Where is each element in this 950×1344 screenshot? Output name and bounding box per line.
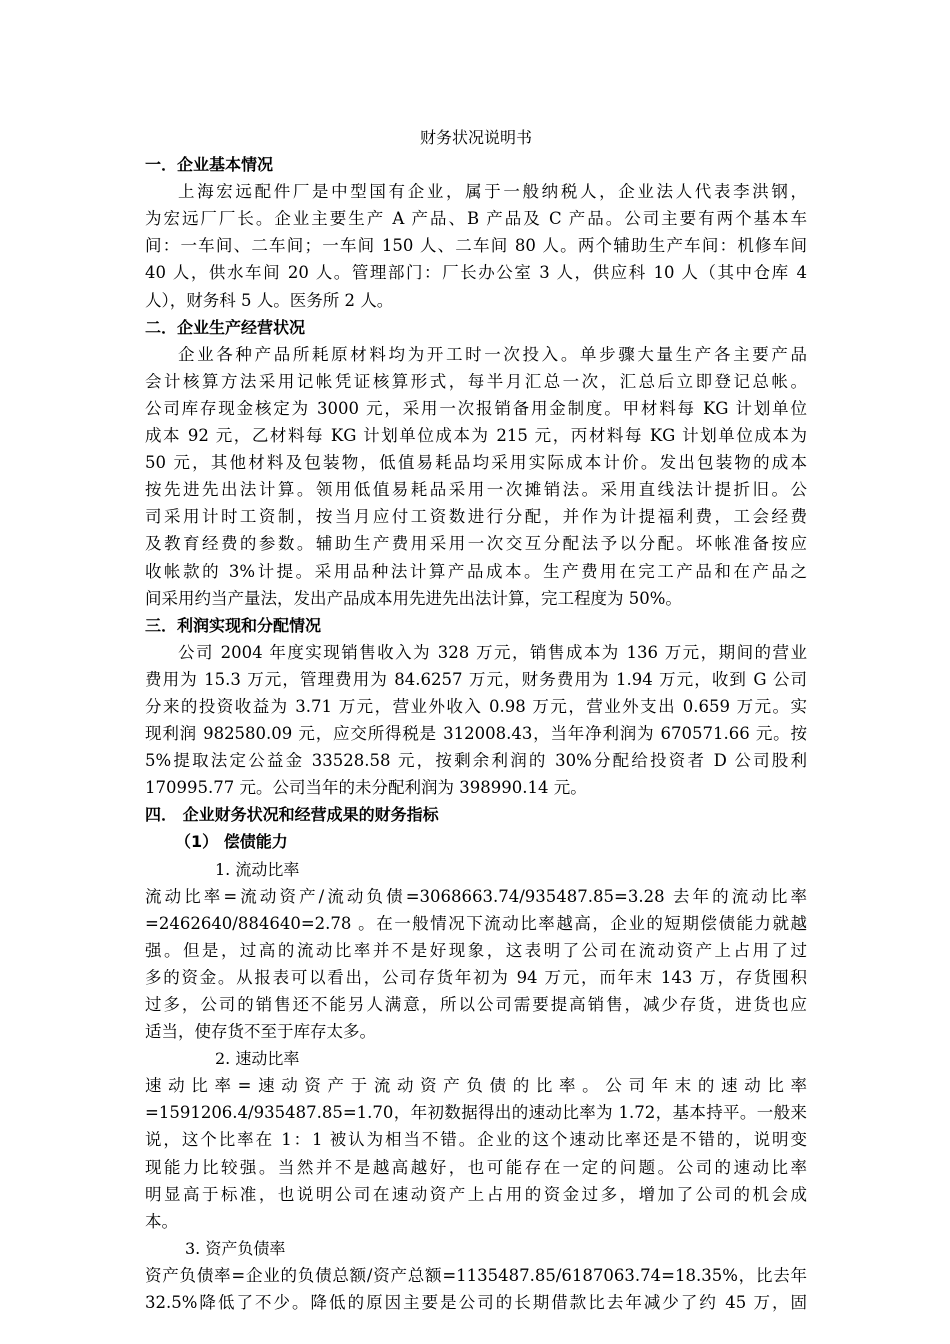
paragraph-line: 适当，使存货不至于库存太多。	[145, 1022, 376, 1042]
paragraph-line: 分来的投资收益为 3.71 万元，营业外收入 0.98 万元，营业外支出 0.659 万元。实	[145, 696, 807, 716]
item-heading-debt-ratio: 3. 资产负债率	[185, 1238, 286, 1258]
paragraph-line: 5%提取法定公益金 33528.58 元，按剩余利润的 30%分配给投资者 D 公司股利	[145, 751, 807, 771]
document-title: 财务状况说明书	[419, 128, 532, 147]
paragraph-line: 费用为 15.3 万元，管理费用为 84.6257 万元，财务费用为 1.94 万元，收到 G 公司	[145, 669, 807, 689]
paragraph-line: 公司 2004 年度实现销售收入为 328 万元，销售成本为 136 万元，期间的营业	[178, 642, 807, 662]
paragraph-line: 现利润 982580.09 元，应交所得税是 312008.43，当年净利润为 670571.66 元。按	[145, 724, 807, 744]
paragraph-line: 间：一车间、二车间；一车间 150 人、二车间 80 人。两个辅助生产车间：机修车间	[145, 236, 807, 256]
section-heading-profit: 三．利润实现和分配情况	[145, 615, 322, 635]
paragraph-line: 成本 92 元，乙材料每 KG 计划单位成本为 215 元，丙材料每 KG 计划单位成本为	[145, 426, 807, 446]
paragraph-line: 资产负债率=企业的负债总额/资产总额=1135487.85/6187063.74=18.35%，比去年	[145, 1265, 807, 1285]
section-heading-basic-info: 一．企业基本情况	[145, 155, 274, 175]
paragraph-line: 企业各种产品所耗原材料均为开工时一次投入。单步骤大量生产各主要产品	[178, 344, 807, 364]
paragraph-line: 收帐款的 3%计提。采用品种法计算产品成本。生产费用在完工产品和在产品之	[145, 561, 807, 581]
paragraph-line: 明显高于标准，也说明公司在速动资产上占用的资金过多，增加了公司的机会成	[145, 1184, 807, 1204]
item-heading-quick-ratio: 2. 速动比率	[215, 1049, 300, 1069]
paragraph-line: 多的资金。从报表可以看出，公司存货年初为 94 万元，而年末 143 万，存货囤积	[145, 967, 807, 987]
paragraph-line: 间采用约当产量法，发出产品成本用先进先出法计算，完工程度为 50%。	[145, 588, 682, 608]
paragraph-line: 40 人，供水车间 20 人。管理部门：厂长办公室 3 人，供应科 10 人（其中仓库 4	[145, 263, 807, 283]
paragraph-line: 司采用计时工资制，按当月应付工资数进行分配，并作为计提福利费，工会经费	[145, 507, 807, 527]
paragraph-line: 现能力比较强。当然并不是越高越好，也可能存在一定的问题。公司的速动比率	[145, 1157, 807, 1177]
paragraph-line: 按先进先出法计算。领用低值易耗品采用一次摊销法。采用直线法计提折旧。公	[145, 480, 807, 500]
paragraph-line: 会计核算方法采用记帐凭证核算形式，每半月汇总一次，汇总后立即登记总帐。	[145, 371, 807, 391]
paragraph-line: 32.5%降低了不少。降低的原因主要是公司的长期借款比去年减少了约 45 万，固	[145, 1293, 807, 1313]
paragraph-line: 公司库存现金核定为 3000 元，采用一次报销备用金制度。甲材料每 KG 计划单位	[145, 398, 807, 418]
paragraph-line: 说，这个比率在 1：1 被认为相当不错。企业的这个速动比率还是不错的，说明变	[145, 1130, 807, 1150]
paragraph-line: 及教育经费的参数。辅助生产费用采用一次交互分配法予以分配。坏帐准备按应	[145, 534, 807, 554]
item-heading-current-ratio: 1. 流动比率	[215, 859, 300, 879]
paragraph-line: 人），财务科 5 人。医务所 2 人。	[145, 290, 394, 310]
paragraph-line: 为宏远厂厂长。企业主要生产 A 产品、B 产品及 C 产品。公司主要有两个基本车	[145, 209, 807, 229]
paragraph-line: 速动比率=速动资产于流动资产负债的比率。公司年末的速动比率	[145, 1076, 807, 1096]
section-heading-operations: 二．企业生产经营状况	[145, 317, 306, 337]
paragraph-line: 流动比率=流动资产/流动负债=3068663.74/935487.85=3.28 去年的流动比率	[145, 886, 807, 906]
paragraph-line: 过多，公司的销售还不能另人满意，所以公司需要提高销售，减少存货，进货也应	[145, 995, 807, 1014]
section-heading-financial-indicators: 四． 企业财务状况和经营成果的财务指标	[145, 805, 439, 825]
subsection-heading-solvency: （1） 偿债能力	[175, 832, 288, 852]
paragraph-line: 本。	[145, 1211, 178, 1231]
paragraph-line: 强。但是，过高的流动比率并不是好现象，这表明了公司在流动资产上占用了过	[145, 940, 807, 960]
paragraph-line: =2462640/884640=2.78 。在一般情况下流动比率越高，企业的短期偿债能力就越	[145, 913, 807, 933]
paragraph-line: 170995.77 元。公司当年的未分配利润为 398990.14 元。	[145, 778, 587, 798]
paragraph-line: =1591206.4/935487.85=1.70，年初数据得出的速动比率为 1.72，基本持平。一般来	[145, 1103, 807, 1123]
paragraph-line: 上海宏远配件厂是中型国有企业，属于一般纳税人，企业法人代表李洪钢，	[178, 182, 807, 202]
document-body	[145, 124, 807, 1316]
paragraph-line: 50 元，其他材料及包装物，低值易耗品均采用实际成本计价。发出包装物的成本	[145, 453, 807, 473]
